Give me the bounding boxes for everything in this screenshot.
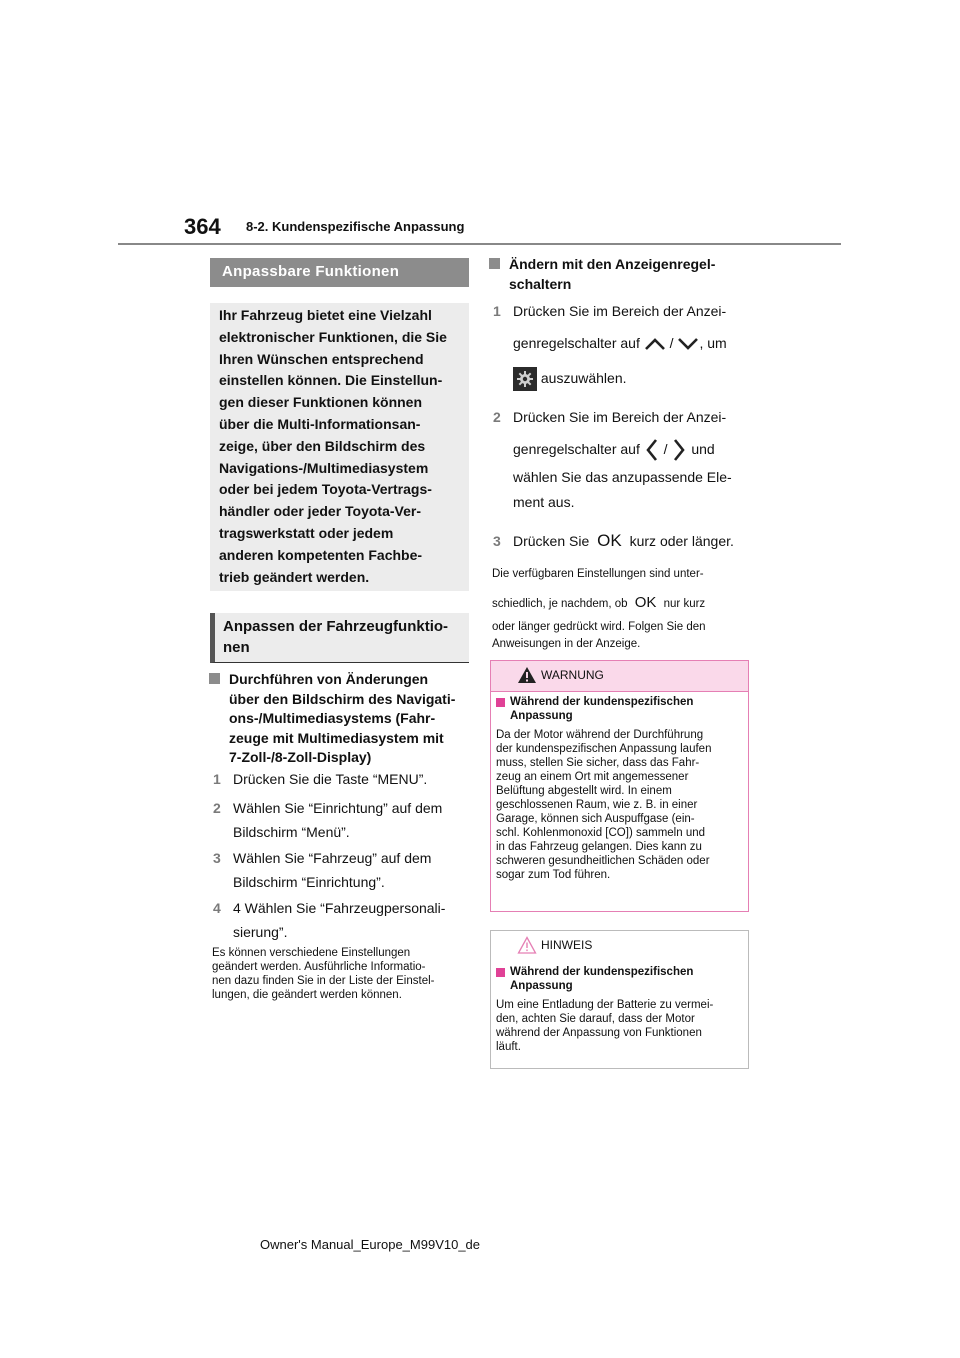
gear-icon — [513, 367, 537, 391]
right-step-2-line3 — [513, 465, 732, 514]
item-line: zeuge mit Multimediasystem mit — [229, 729, 444, 746]
warning-subtitle — [496, 695, 742, 723]
body-line: den, achten Sie darauf, dass der Motor — [496, 1013, 695, 1025]
subtitle-line: Anpassung — [510, 710, 573, 722]
step-number: 3 — [213, 850, 221, 866]
body-line: schl. Kohlenmonoxid [CO]) sammeln und — [496, 827, 706, 839]
intro-line: trieb geändert werden. — [219, 568, 370, 585]
body-line: läuft. — [496, 1041, 521, 1053]
body-line: Um eine Entladung der Batterie zu vermei- — [496, 999, 714, 1011]
heading-anpassbare-funktionen: Anpassbare Funktionen — [210, 258, 469, 287]
item-multimedia — [229, 670, 455, 768]
step-3 — [213, 846, 432, 894]
intro-box — [210, 303, 469, 591]
intro-line: elektronischer Funktionen, die Sie — [219, 328, 447, 345]
item-anzeigenregelschalter — [509, 255, 715, 294]
hint-body — [496, 998, 742, 1054]
subheading-anpassen — [210, 613, 469, 663]
step-line: ment aus. — [513, 494, 575, 510]
step-line: Drücken Sie im Bereich der Anzei- — [513, 409, 727, 425]
intro-line: zeige, über den Bildschirm des — [219, 437, 426, 454]
chevron-right-icon — [671, 438, 687, 462]
chevron-down-icon — [677, 337, 699, 351]
body-line: der kundenspezifischen Anpassung laufen — [496, 743, 712, 755]
chevron-left-icon — [644, 438, 660, 462]
subheading-line: nen — [223, 639, 250, 656]
step-number: 4 — [213, 900, 221, 916]
note-text: nur kurz — [663, 598, 706, 610]
step-number: 3 — [493, 533, 501, 549]
note-line: Es können verschiedene Einstellungen — [212, 947, 411, 959]
square-bullet-icon — [496, 698, 505, 707]
body-line: muss, stellen Sie sicher, dass das Fahr- — [496, 757, 700, 769]
note-line: Die verfügbaren Einstellungen sind unter- — [492, 568, 704, 580]
body-line: sogar zum Tod führen. — [496, 869, 611, 881]
subtitle-line: Während der kundenspezifischen — [510, 966, 694, 978]
square-bullet-icon — [209, 673, 220, 684]
intro-line: tragswerkstatt oder jedem — [219, 524, 394, 541]
square-bullet-icon — [496, 968, 505, 977]
square-bullet-icon — [489, 258, 500, 269]
note-line: lungen, die geändert werden können. — [212, 989, 402, 1001]
warning-content — [496, 695, 742, 882]
intro-line: oder bei jedem Toyota-Vertrags- — [219, 481, 432, 498]
item-line: Durchführen von Änderungen — [229, 671, 429, 687]
step-text: / — [669, 335, 674, 351]
subheading-line: Anpassen der Fahrzeugfunktio- — [223, 618, 449, 635]
step-line: Wählen Sie “Fahrzeug” auf dem — [233, 850, 432, 866]
right-step-1 — [493, 299, 727, 323]
step-text: Drücken Sie — [513, 533, 590, 549]
body-line: in das Fahrzeug gelangen. Dies kann zu — [496, 841, 702, 853]
step-line: Bildschirm “Einrichtung”. — [233, 874, 385, 890]
hint-label: HINWEIS — [541, 938, 593, 952]
ok-button-glyph: OK — [634, 594, 657, 611]
subtitle-line: Während der kundenspezifischen — [510, 696, 694, 708]
warning-label: WARNUNG — [541, 668, 604, 682]
intro-line: Navigations-/Multimediasystem — [219, 459, 429, 476]
body-line: Da der Motor während der Durchführung — [496, 729, 704, 741]
step-text: kurz oder länger. — [629, 533, 734, 549]
warning-triangle-icon — [517, 666, 537, 684]
item-line: über den Bildschirm des Navigati- — [229, 690, 456, 707]
right-note — [492, 566, 706, 653]
item-line: 7-Zoll-/8-Zoll-Display) — [229, 749, 372, 765]
hint-subtitle — [496, 965, 742, 993]
step-number: 1 — [213, 771, 221, 787]
subtitle-line: Anpassung — [510, 980, 573, 992]
hint-box — [490, 930, 749, 1069]
page-number: 364 — [184, 214, 221, 239]
step-line: Drücken Sie im Bereich der Anzei- — [513, 303, 727, 319]
step-number: 2 — [213, 800, 221, 816]
step-line: Wählen Sie “Einrichtung” auf dem — [233, 800, 443, 816]
body-line: schweren gesundheitlichen Schäden oder — [496, 855, 710, 867]
intro-line: händler oder jeder Toyota-Ver- — [219, 503, 422, 520]
note-line: nen dazu finden Sie in der Liste der Einstel- — [212, 975, 435, 987]
intro-line: einstellen können. Die Einstellun- — [219, 372, 443, 389]
step-2 — [213, 796, 443, 844]
note-line: geändert werden. Ausführliche Informatio- — [212, 961, 426, 973]
step-4 — [213, 896, 446, 944]
step-line: Bildschirm “Menü”. — [233, 824, 350, 840]
step-line: Drücken Sie die Taste “MENU”. — [233, 771, 428, 787]
intro-line: gen dieser Funktionen können — [219, 394, 423, 411]
body-line: Garage, können sich Auspuffgase (ein- — [496, 813, 695, 825]
item-line: Ändern mit den Anzeigenregel- — [509, 256, 716, 272]
step-text: , um — [699, 335, 727, 351]
step-text: und — [691, 441, 715, 457]
step-text: / — [663, 441, 668, 457]
note-line: Anweisungen in der Anzeige. — [492, 638, 641, 650]
warning-body — [496, 728, 742, 882]
step-number: 2 — [493, 409, 501, 425]
step-line: 4 Wählen Sie “Fahrzeugpersonali- — [233, 900, 446, 916]
step-text: genregelschalter auf — [513, 335, 640, 351]
warning-header — [491, 661, 748, 692]
hint-header — [491, 931, 748, 963]
right-step-2-line2 — [513, 437, 715, 462]
body-line: während der Anpassung von Funktionen — [496, 1027, 702, 1039]
intro-line: Ihren Wünschen entsprechend — [219, 350, 424, 367]
step-text: genregelschalter auf — [513, 441, 640, 457]
right-step-1-line2 — [513, 331, 727, 355]
right-step-3 — [493, 529, 734, 553]
hint-triangle-icon — [517, 936, 537, 954]
note-text: schiedlich, je nachdem, ob — [492, 598, 628, 610]
left-note — [212, 946, 434, 1002]
intro-line: über die Multi-Informationsan- — [219, 415, 421, 432]
right-step-1-line3 — [513, 366, 627, 391]
body-line: Belüftung abgestellt wird. In einem — [496, 785, 672, 797]
note-line: oder länger gedrückt wird. Folgen Sie den — [492, 621, 706, 633]
header-rule — [118, 243, 841, 245]
note-line — [492, 594, 706, 613]
footer-manual-id: Owner's Manual_Europe_M99V10_de — [260, 1237, 481, 1252]
intro-line: anderen kompetenten Fachbe- — [219, 546, 423, 563]
ok-button-glyph: OK — [597, 531, 622, 550]
item-line: ons-/Multimediasystems (Fahr- — [229, 710, 436, 726]
body-line: zeug an einem Ort mit angemessener — [496, 771, 689, 783]
step-line: sierung”. — [233, 924, 288, 940]
body-line: geschlossenen Raum, wie z. B. in einer — [496, 799, 698, 811]
hint-content — [496, 965, 742, 1054]
chevron-up-icon — [644, 337, 666, 351]
step-line: wählen Sie das anzupassende Ele- — [513, 469, 732, 485]
section-title: 8-2. Kundenspezifische Anpassung — [246, 219, 465, 234]
step-1 — [213, 767, 428, 791]
step-number: 1 — [493, 303, 501, 319]
right-step-2 — [493, 405, 727, 429]
intro-line: Ihr Fahrzeug bietet eine Vielzahl — [219, 307, 432, 323]
item-line: schaltern — [509, 275, 572, 292]
step-text: auszuwählen. — [540, 370, 627, 386]
warning-box — [490, 660, 749, 912]
